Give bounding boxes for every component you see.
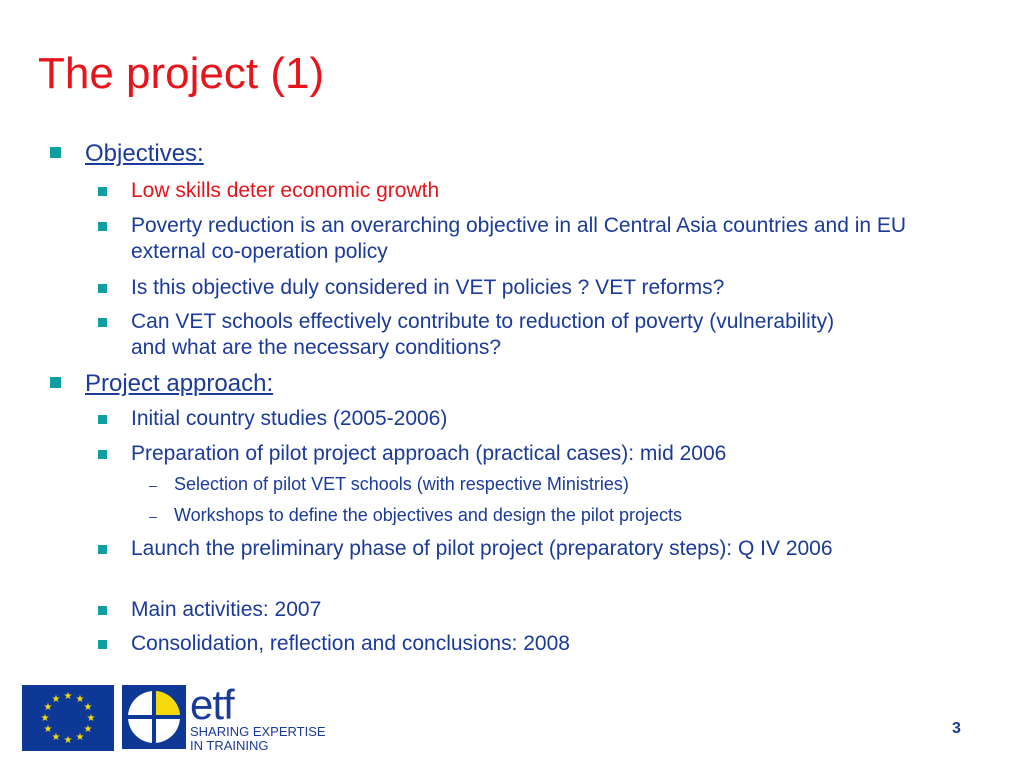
approach-item-1: Initial country studies (2005-2006) <box>131 407 448 430</box>
svg-text:★: ★ <box>63 691 73 702</box>
svg-text:★: ★ <box>51 732 61 743</box>
svg-text:★: ★ <box>40 713 50 724</box>
square-bullet-icon <box>98 187 107 196</box>
svg-text:★: ★ <box>43 724 53 735</box>
list-item <box>98 536 968 562</box>
list-subitem <box>148 505 682 527</box>
eu-flag-logo <box>22 685 114 751</box>
objective-item-4: Can VET schools effectively contribute to reduction of poverty (vulnerability) and what are the necessary conditions? <box>131 310 835 359</box>
etf-emblem-icon <box>122 685 186 749</box>
square-bullet-icon <box>50 147 61 158</box>
objectives-heading[interactable]: Objectives: <box>85 140 204 167</box>
svg-text:★: ★ <box>75 732 85 743</box>
svg-text:★: ★ <box>86 713 96 724</box>
list-item <box>98 213 968 265</box>
list-item <box>98 631 570 657</box>
list-item <box>98 309 858 361</box>
etf-tagline-1: SHARING EXPERTISE <box>190 724 326 739</box>
approach-heading[interactable]: Project approach: <box>85 370 274 397</box>
list-item <box>98 178 439 204</box>
dash-bullet-icon: – <box>149 508 157 524</box>
list-item <box>98 597 321 623</box>
bullet-approach <box>50 370 273 398</box>
footer-logos <box>22 681 326 753</box>
etf-wordmark: etf <box>190 681 234 728</box>
square-bullet-icon <box>98 545 107 554</box>
square-bullet-icon <box>98 284 107 293</box>
page-number: 3 <box>952 720 961 737</box>
objective-item-3: Is this objective duly considered in VET policies ? VET reforms? <box>131 276 725 299</box>
svg-text:★: ★ <box>51 694 61 705</box>
approach-item-2: Preparation of pilot project approach (practical cases): mid 2006 <box>131 442 727 465</box>
etf-tagline-2: IN TRAINING <box>190 738 269 753</box>
svg-text:★: ★ <box>63 735 73 746</box>
square-bullet-icon <box>98 222 107 231</box>
bullet-objectives <box>50 140 204 168</box>
approach-subitem-1: Selection of pilot VET schools (with respective Ministries) <box>174 474 629 494</box>
slide-title: The project (1) <box>38 49 325 98</box>
etf-text-block <box>190 681 326 753</box>
approach-item-3: Launch the preliminary phase of pilot project (preparatory steps): Q IV 2006 <box>131 537 833 560</box>
list-item <box>98 441 726 467</box>
list-item <box>98 406 447 432</box>
square-bullet-icon <box>98 415 107 424</box>
svg-text:★: ★ <box>83 702 93 713</box>
svg-text:★: ★ <box>43 702 53 713</box>
svg-text:★: ★ <box>75 694 85 705</box>
square-bullet-icon <box>50 377 61 388</box>
approach-item-5: Consolidation, reflection and conclusions: 2008 <box>131 632 570 655</box>
objective-item-2: Poverty reduction is an overarching objective in all Central Asia countries and in EU external co-operation policy <box>131 214 907 263</box>
approach-item-4: Main activities: 2007 <box>131 598 322 621</box>
square-bullet-icon <box>98 606 107 615</box>
square-bullet-icon <box>98 450 107 459</box>
eu-stars-icon <box>22 685 114 751</box>
square-bullet-icon <box>98 318 107 327</box>
list-subitem <box>148 474 629 496</box>
approach-subitem-2: Workshops to define the objectives and design the pilot projects <box>174 505 682 525</box>
objective-item-1: Low skills deter economic growth <box>131 179 440 202</box>
svg-text:★: ★ <box>83 724 93 735</box>
list-item <box>98 275 724 301</box>
dash-bullet-icon: – <box>149 477 157 493</box>
etf-logo <box>122 681 326 753</box>
square-bullet-icon <box>98 640 107 649</box>
